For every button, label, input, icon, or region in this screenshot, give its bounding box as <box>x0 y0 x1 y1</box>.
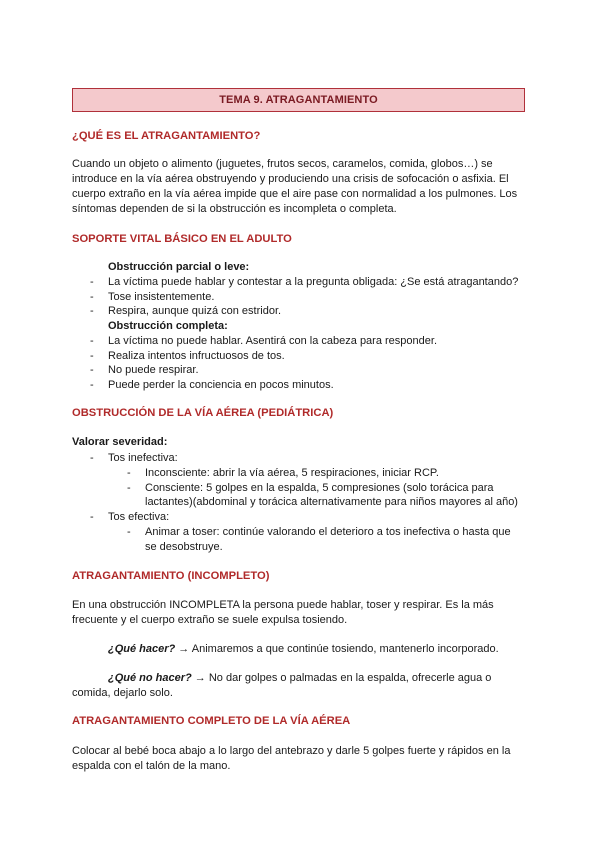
que-no-hacer-line <box>108 671 491 685</box>
title-box <box>72 88 525 112</box>
section-heading-completo: ATRAGANTAMIENTO COMPLETO DE LA VÍA AÉREA <box>72 715 351 727</box>
section-heading-que-es: ¿QUÉ ES EL ATRAGANTAMIENTO? <box>72 130 261 142</box>
dash-bullet: - <box>90 350 94 362</box>
subheading-valorar: Valorar severidad: <box>72 436 168 448</box>
dash-bullet: - <box>127 467 131 479</box>
paragraph-line: frecuente y el cuerpo extraño se suele expulsa tosiendo. <box>72 614 348 626</box>
paragraph-line: introduce en la vía aérea obstruyendo y produciendo una crisis de sofocación o asfixia. El <box>72 173 509 185</box>
dash-bullet: - <box>90 511 94 523</box>
dash-bullet: - <box>90 335 94 347</box>
section-heading-pediatrica: OBSTRUCCIÓN DE LA VÍA AÉREA (PEDIÁTRICA) <box>72 407 334 419</box>
que-no-hacer-continuation: comida, dejarlo solo. <box>72 687 173 699</box>
list-item: Tos inefectiva: <box>108 452 178 464</box>
list-item: Respira, aunque quizá con estridor. <box>108 305 282 317</box>
list-item: Consciente: 5 golpes en la espalda, 5 compresiones (solo torácica para <box>145 482 494 494</box>
list-item-continuation: lactantes)(abdominal y torácica alternativamente para niños mayores al año) <box>145 496 518 508</box>
que-no-hacer-text: → No dar golpes o palmadas en la espalda, ofrecerle agua o <box>191 672 492 684</box>
paragraph-line: Colocar al bebé boca abajo a lo largo del antebrazo y darle 5 golpes fuerte y rápidos en la <box>72 745 511 757</box>
dash-bullet: - <box>127 526 131 538</box>
subheading-partial: Obstrucción parcial o leve: <box>108 261 250 273</box>
paragraph-line: espalda con el talón de la mano. <box>72 760 231 772</box>
que-hacer-text: → Animaremos a que continúe tosiendo, mantenerlo incorporado. <box>175 643 499 655</box>
paragraph-line: En una obstrucción INCOMPLETA la persona puede hablar, toser y respirar. Es la más <box>72 599 494 611</box>
dash-bullet: - <box>90 379 94 391</box>
section-heading-incompleto: ATRAGANTAMIENTO (INCOMPLETO) <box>72 570 270 582</box>
dash-bullet: - <box>90 291 94 303</box>
dash-bullet: - <box>90 276 94 288</box>
list-item: Animar a toser: continúe valorando el deterioro a tos inefectiva o hasta que <box>145 526 511 538</box>
list-item: La víctima no puede hablar. Asentirá con la cabeza para responder. <box>108 335 437 347</box>
list-item: Puede perder la conciencia en pocos minutos. <box>108 379 334 391</box>
dash-bullet: - <box>90 364 94 376</box>
list-item: Realiza intentos infructuosos de tos. <box>108 350 285 362</box>
list-item: Tose insistentemente. <box>108 291 215 303</box>
dash-bullet: - <box>90 452 94 464</box>
que-no-hacer-label: ¿Qué no hacer? <box>108 672 192 684</box>
list-item: Inconsciente: abrir la vía aérea, 5 respiraciones, iniciar RCP. <box>145 467 439 479</box>
list-item-continuation: se desobstruye. <box>145 541 223 553</box>
list-item: Tos efectiva: <box>108 511 170 523</box>
paragraph-line: Cuando un objeto o alimento (juguetes, frutos secos, caramelos, comida, globos…) se <box>72 158 493 170</box>
dash-bullet: - <box>127 482 131 494</box>
list-item: La víctima puede hablar y contestar a la pregunta obligada: ¿Se está atragantando? <box>108 276 519 288</box>
paragraph-line: síntomas dependen de si la obstrucción es incompleta o completa. <box>72 203 397 215</box>
dash-bullet: - <box>90 305 94 317</box>
que-hacer-line <box>108 642 499 656</box>
page-title: TEMA 9. ATRAGANTAMIENTO <box>219 94 378 106</box>
paragraph-line: cuerpo extraño en la vía aérea impide que el aire pase con normalidad a los pulmones. Los <box>72 188 518 200</box>
section-heading-soporte-vital: SOPORTE VITAL BÁSICO EN EL ADULTO <box>72 233 292 245</box>
que-hacer-label: ¿Qué hacer? <box>108 643 176 655</box>
subheading-complete: Obstrucción completa: <box>108 320 228 332</box>
list-item: No puede respirar. <box>108 364 199 376</box>
